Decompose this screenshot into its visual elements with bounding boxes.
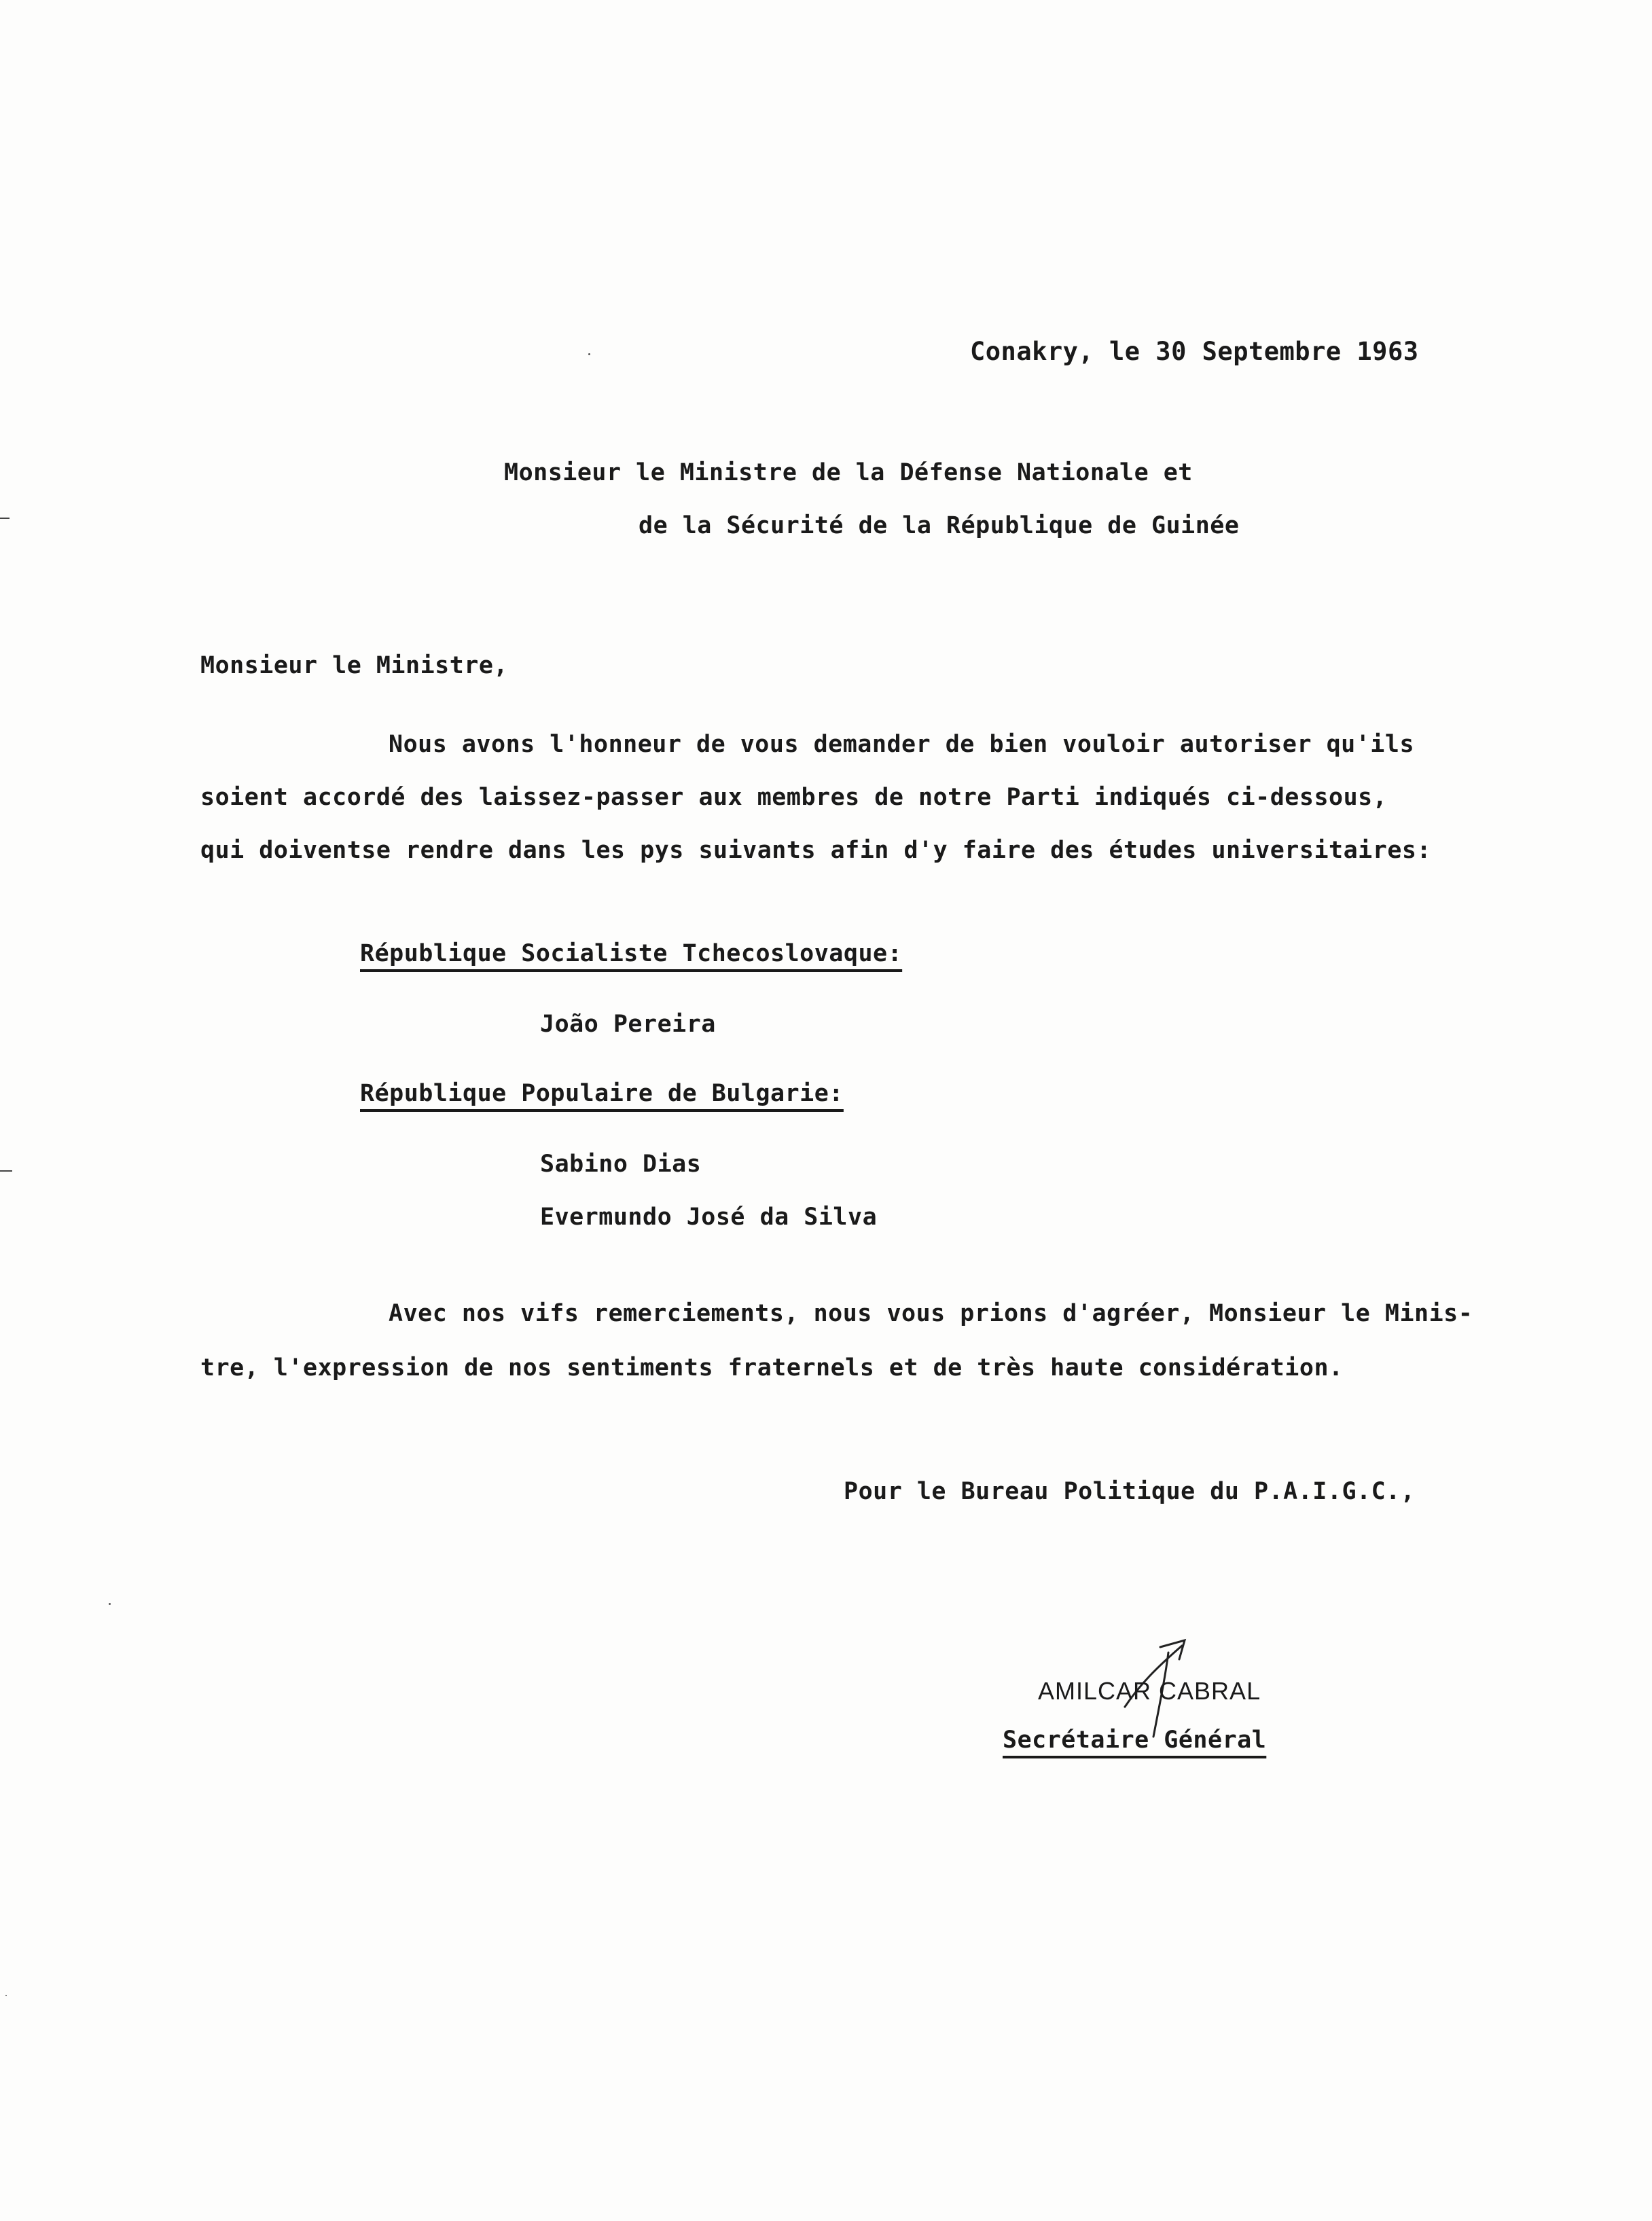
body-line-2: soient accordé des laissez-passer aux membres de notre Parti indiqués ci-dessous, (200, 784, 1388, 811)
body-line-1: Nous avons l'honneur de vous demander de bien vouloir autoriser qu'ils (389, 731, 1415, 758)
sign-off: Pour le Bureau Politique du P.A.I.G.C., (844, 1478, 1416, 1505)
recipient-line-1: Monsieur le Ministre de la Défense Nationale et (504, 459, 1193, 486)
salutation: Monsieur le Ministre, (200, 652, 509, 679)
closing-line-2: tre, l'expression de nos sentiments fraternels et de très haute considération. (200, 1354, 1344, 1382)
country-heading-bulgaria: République Populaire de Bulgarie: (360, 1080, 844, 1107)
country-heading-czechoslovakia: République Socialiste Tchecoslovaque: (360, 940, 903, 967)
member-name: Evermundo José da Silva (540, 1204, 878, 1231)
closing-line-1: Avec nos vifs remerciements, nous vous prions d'agréer, Monsieur le Minis- (389, 1300, 1473, 1327)
date-line: Conakry, le 30 Septembre 1963 (970, 337, 1419, 366)
recipient-line-2: de la Sécurité de la République de Guinée (639, 512, 1240, 539)
member-name: Sabino Dias (540, 1151, 702, 1178)
member-name: João Pereira (540, 1011, 716, 1038)
scan-edge-mark (0, 1170, 12, 1172)
scan-edge-mark (0, 518, 10, 519)
body-line-3: qui doiventse rendre dans les pys suivants afin d'y faire des études universitaires: (200, 837, 1432, 864)
signatory-name: AMILCAR CABRAL (1038, 1677, 1261, 1705)
signatory-title: Secrétaire Général (1003, 1727, 1267, 1754)
